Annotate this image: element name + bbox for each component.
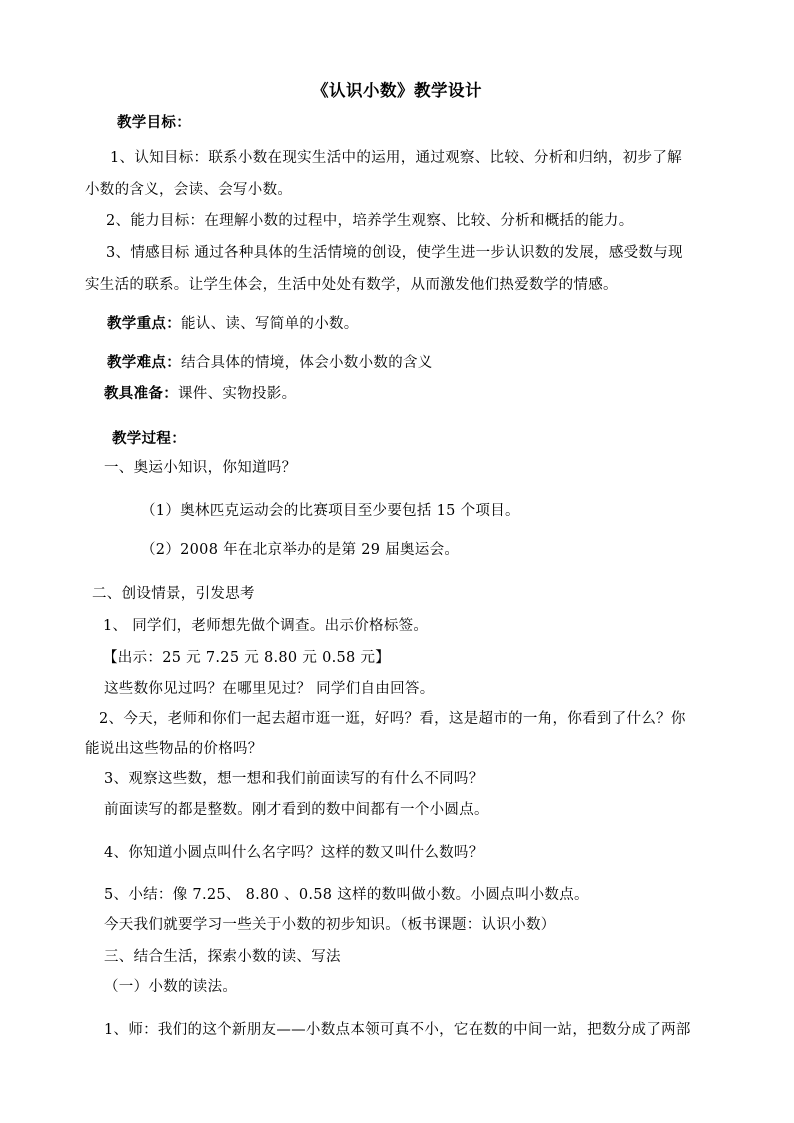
key-point-text: 能认、读、写简单的小数。 bbox=[181, 316, 359, 332]
section-2-item-3-answer: 前面读写的都是整数。刚才看到的数中间都有一个小圆点。 bbox=[104, 802, 489, 818]
difficulty bbox=[107, 353, 433, 373]
section-2-item-3: 3、观察这些数，想一想和我们前面读写的有什么不同吗？ bbox=[104, 771, 484, 787]
document-title: 《认识小数》教学设计 bbox=[312, 81, 482, 100]
key-point-label: 教学重点： bbox=[107, 315, 181, 332]
section-2-item-2-line-2: 能说出这些物品的价格吗？ bbox=[85, 741, 263, 757]
section-2-today: 今天我们就要学习一些关于小数的初步知识。（板书课题：认识小数） bbox=[104, 917, 556, 933]
section-2-title: 二、创设情景，引发思考 bbox=[92, 586, 255, 602]
objective-3-line-2: 实生活的联系。让学生体会，生活中处处有数学，从而激发他们热爱数学的情感。 bbox=[85, 277, 618, 293]
process-heading: 教学过程： bbox=[112, 430, 186, 447]
section-1-title: 一、奥运小知识，你知道吗？ bbox=[104, 460, 297, 476]
section-2-item-1: 1、 同学们，老师想先做个调查。出示价格标签。 bbox=[103, 618, 429, 634]
section-2-item-5: 5、小结：像 7.25、 8.80 、0.58 这样的数叫做小数。小圆点叫小数点。 bbox=[104, 887, 589, 903]
section-1-item-1: （1）奥林匹克运动会的比赛项目至少要包括 15 个项目。 bbox=[141, 503, 520, 519]
section-2-item-2-line-1: 2、今天，老师和你们一起去超市逛一逛，好吗？看，这是超市的一角，你看到了什么？你 bbox=[99, 711, 686, 727]
difficulty-label: 教学难点： bbox=[107, 354, 181, 371]
tools-label: 教具准备： bbox=[104, 385, 178, 402]
tools-text: 课件、实物投影。 bbox=[178, 386, 297, 402]
section-2-question: 这些数你见过吗？在哪里见过？ 同学们自由回答。 bbox=[104, 681, 435, 697]
objective-1-line-2: 小数的含义，会读、会写小数。 bbox=[85, 182, 293, 198]
key-point bbox=[107, 314, 359, 334]
section-3-item-1: 1、师：我们的这个新朋友——小数点本领可真不小，它在数的中间一站，把数分成了两部 bbox=[104, 1022, 691, 1038]
objective-2: 2、能力目标：在理解小数的过程中，培养学生观察、比较、分析和概括的能力。 bbox=[106, 213, 634, 229]
section-1-item-2: （2）2008 年在北京举办的是第 29 届奥运会。 bbox=[141, 542, 460, 558]
section-3-subheading-1: （一）小数的读法。 bbox=[104, 979, 238, 995]
section-2-item-4: 4、你知道小圆点叫什么名字吗？这样的数又叫什么数吗？ bbox=[104, 845, 484, 861]
section-3-title: 三、结合生活，探索小数的读、写法 bbox=[104, 949, 341, 965]
objectives-heading: 教学目标： bbox=[117, 114, 191, 131]
objective-3-line-1: 3、情感目标 通过各种具体的生活情境的创设，使学生进一步认识数的发展，感受数与现 bbox=[106, 245, 683, 261]
tools bbox=[104, 384, 296, 404]
objective-1-line-1: 1、认知目标：联系小数在现实生活中的运用，通过观察、比较、分析和归纳，初步了解 bbox=[110, 150, 682, 166]
difficulty-text: 结合具体的情境，体会小数小数的含义 bbox=[181, 355, 433, 371]
section-2-prices: 【出示：25 元 7.25 元 8.80 元 0.58 元】 bbox=[103, 650, 391, 666]
